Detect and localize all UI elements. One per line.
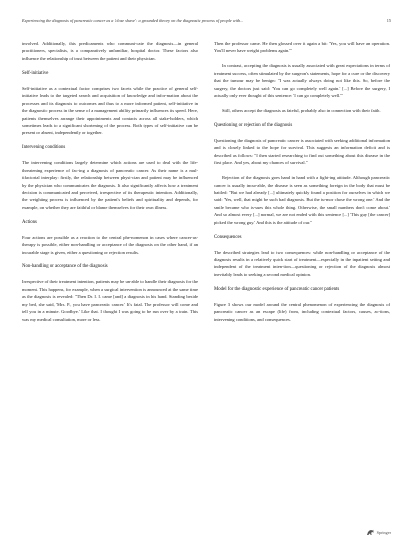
section-heading: Consequences: [214, 234, 242, 240]
right-column: [214, 40, 390, 331]
body-paragraph: In contrast, accepting the diagnosis is usually associated with great expectations in terms of treatment success, often stimulated by the surgeon's statements, hope for a cure or the discovery that the tumour may be benign: "I was actually always doing not like this. So, before the surgery, the doctors just said: 'You can go completely well again.' [...] Before the surgery, I actually only ever thought of this sentence: 'I can go completely well.'": [214, 63, 390, 99]
section-heading: Non-handling or acceptance of the diagnosis: [22, 264, 108, 270]
body-paragraph: Figure 3 shows our model around the central phenomenon of experiencing the diagnosis of pancreatic cancer as an escape (life) from, including contextual factors, causes, ac-tions, intervening conditions, and consequences.: [214, 301, 390, 322]
page-number: 15: [386, 18, 391, 23]
springer-horse-icon: [366, 529, 375, 536]
body-paragraph: Still, others accept the diagnosis as fateful, probably also in connection with their faith.: [222, 108, 381, 114]
section-heading: Questioning or rejection of the diagnosis: [214, 122, 293, 128]
body-paragraph: The intervening conditions largely determine which actions are used to deal with the life-threatening experience of fac-ing a diagnosis of pancreatic cancer. As their name is a mul-tifactorial interplay: firstly, the relationship between physi-cian and patient may be influenced by the physician who communicates the diagnosis. It also significantly affects how a treatment decision is communicated and perceived, irrespective of its therapeutic intention. Additionally, the weighting process is influenced by the patient's beliefs and spirituality and depends, for example, on whether they are faithful or blame themselves for their own illness.: [22, 160, 198, 210]
publisher-logo: [366, 529, 391, 536]
running-title: Experiencing the diagnosis of pancreatic cancer as a 'close shave': a grounded theory on the diagnostic process of people with...: [22, 18, 244, 23]
body-paragraph: Rejection of the diagnosis goes hand in hand with a fight-ing attitude. Although pancreatic cancer is usually incur-able, the disease is seen as something foreign in the body that must be battled: "But we had already [...] ultimately quickly found a position for ourselves in which we said: 'Yes, well, that might be such bad diagnosis. But the tu-mor chose the wrong one.' And the smile became who is-sues this whole thing. Otherwise, the small numbers don't come about.' And so almost every [...] normal, we are not ended with this sentence [...] 'This guy [the cancer] picked the wrong guy.' And this is the attitude of our.": [214, 175, 390, 225]
body-paragraph: Four actions are possible as a reaction to the central phe-nomenon in cases where cancer-as-therapy is possible, either non-handling or acceptance of the diagnosis on the other hand, if an incurable stage is given, either a questioning or rejection results.: [22, 234, 198, 255]
publisher-name: Springer: [376, 530, 391, 535]
body-paragraph: involved. Additionally, this predicaments who communi-cate the diagnosis—in general practitioners, specialists, is a comparatively unfamiliar, hospital doctor. These factors also influence the relationship of trust between the patient and their physician.: [22, 41, 198, 61]
section-heading: Model for the diagnostic experience of pancreatic cancer patients: [214, 286, 340, 292]
body-paragraph: Then the professor came. He then glossed over it again a bit: 'Yes, you will have an operation. You'll never have weight problems again.'": [214, 41, 390, 54]
body-paragraph: Irrespective of their treatment intention, patients may be un-able to handle their diagnosis for the moment. This happens, for example, when a surgical intervention is announced at the same time as the diagnosis is revealed: "Then Dr. I. I. came [and] a diagnosis in his hand. Standing beside my bed, she said, 'Mrs. P., you have pancreatic cancer.' It's fatal. The professor will come and tell you in a minute. Goodbye.' Like that. I thought I was going to be run over by a train. This was my medical consultation, more or less.: [22, 279, 198, 322]
left-column: [22, 40, 198, 331]
body-paragraph: Self-initiative as a contextual factor comprises two facets while the practice of general self-initiative leads to the targeted search and acquisition of knowledge and infor-mation about the processes and its diagnosis to outcomes and thus to a more informed patient, self-initiative in the diagnostic process in the sense of a management ability primarily influences its speed. Here, patients themselves arrange their appointments and contacts across all stake-holders, which sometimes leads to a significant shortening of the process. Both types of self-initiative can be present or absent, independently or together.: [22, 85, 198, 136]
section-heading: Self-initiative: [22, 70, 49, 76]
body-paragraph: The described strategies lead to two consequences: while non-handling or acceptance of the diagnosis results in a relatively quick start of treatment—especially in the inpatient setting and independent of the treatment inten-tion—questioning or rejection of the diagnosis almost inevitably leads to seeking a second medical opinion.: [214, 249, 390, 277]
body-paragraph: Questioning the diagnosis of pancreatic cancer is associated with seeking additional information and is closely linked to the hope for survival. This suggests an information deficit and is described as follows: "I then started researching to find out something about this disease in the first place. And yes, about my chances of survival.": [214, 137, 390, 166]
running-header: [22, 18, 391, 23]
section-heading: Actions: [22, 219, 37, 225]
section-heading: Intervening conditions: [22, 145, 66, 151]
